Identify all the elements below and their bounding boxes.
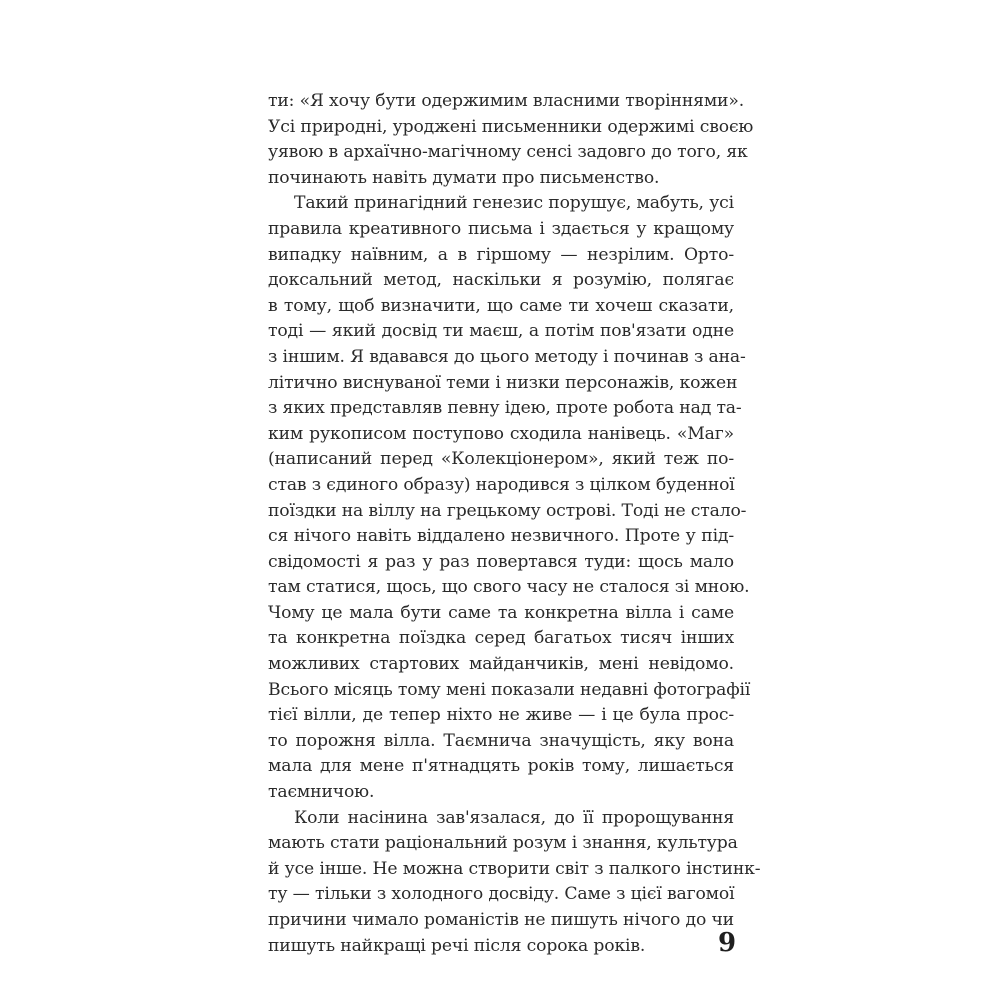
text-line: й усе інше. Не можна створити світ з палкого інстинк- — [268, 858, 761, 879]
text-line: доксальний метод, наскільки я розумію, полягає — [268, 270, 734, 291]
text-line: з іншим. Я вдавався до цього методу і починав з ана- — [268, 346, 746, 367]
text-line: тієї вілли, де тепер ніхто не живе — і це була прос- — [268, 705, 734, 726]
text-line: Усі природні, уроджені письменники одержимі своєю — [268, 116, 754, 137]
text-line: Коли насінина зав'язалася, до її пророщування — [294, 807, 734, 828]
text-line: ти: «Я хочу бути одержимим власними творіннями». — [268, 91, 745, 111]
text-line: починають навіть думати про письменство. — [268, 167, 660, 188]
text-line: мала для мене п'ятнадцять років тому, лишається — [268, 756, 734, 777]
text-line: таємничою. — [268, 782, 375, 803]
text-line: правила креативного письма і здається у кращому — [268, 218, 734, 239]
text-line: з яких представляв певну ідею, проте робота над та- — [268, 398, 742, 419]
page-number: 9 — [718, 928, 737, 958]
text-line: мають стати раціональний розум і знання, культура — [268, 833, 738, 854]
text-line: літично виснуваної теми і низки персонажів, кожен — [268, 372, 738, 393]
text-line: поїздки на віллу на грецькому острові. Тоді не сталo- — [268, 500, 747, 521]
text-line: причини чимало романістів не пишуть нічого до чи — [268, 910, 734, 930]
text-line: тоді — який досвід ти маєш, а потім пов'язати одне — [268, 321, 734, 342]
body-text — [268, 89, 761, 959]
text-line: випадку наївним, а в гіршому — незрілим. Орто- — [268, 244, 734, 265]
text-line: став з єдиного образу) народився з цілком буденної — [268, 474, 735, 495]
text-line: Чому це мала бути саме та конкретна вілла і саме — [268, 602, 734, 623]
text-line: Такий принагідний генезис порушує, мабуть, усі — [294, 193, 734, 214]
text-line: та конкретна поїздка серед багатьох тисяч інших — [268, 628, 734, 649]
text-line: ся нічого навіть віддалено незвичного. Проте у під- — [268, 526, 734, 547]
text-line: уявою в архаїчно-магічному сенсі задовго до того, як — [268, 142, 748, 163]
text-line: в тому, щоб визначити, що саме ти хочеш сказати, — [268, 295, 734, 316]
text-line: пишуть найкращі речі після сорока років. — [268, 935, 646, 956]
text-line: ким рукописом поступово сходила нанівець. «Маг» — [268, 423, 734, 444]
text-line: свідомості я раз у раз повертався туди: щось мало — [268, 551, 734, 572]
text-line: там статися, щось, що свого часу не сталося зі мною. — [268, 577, 750, 598]
text-line: можливих стартових майданчиків, мені невідомо. — [268, 654, 734, 675]
text-line: (написаний перед «Колекціонером», який теж по- — [268, 449, 734, 470]
text-line: ту — тільки з холодного досвіду. Саме з цієї вагомої — [268, 884, 735, 905]
text-line: то порожня вілла. Таємнича значущість, яку вона — [268, 730, 734, 751]
text-line: Всього місяць тому мені показали недавні фотографії — [268, 679, 751, 700]
